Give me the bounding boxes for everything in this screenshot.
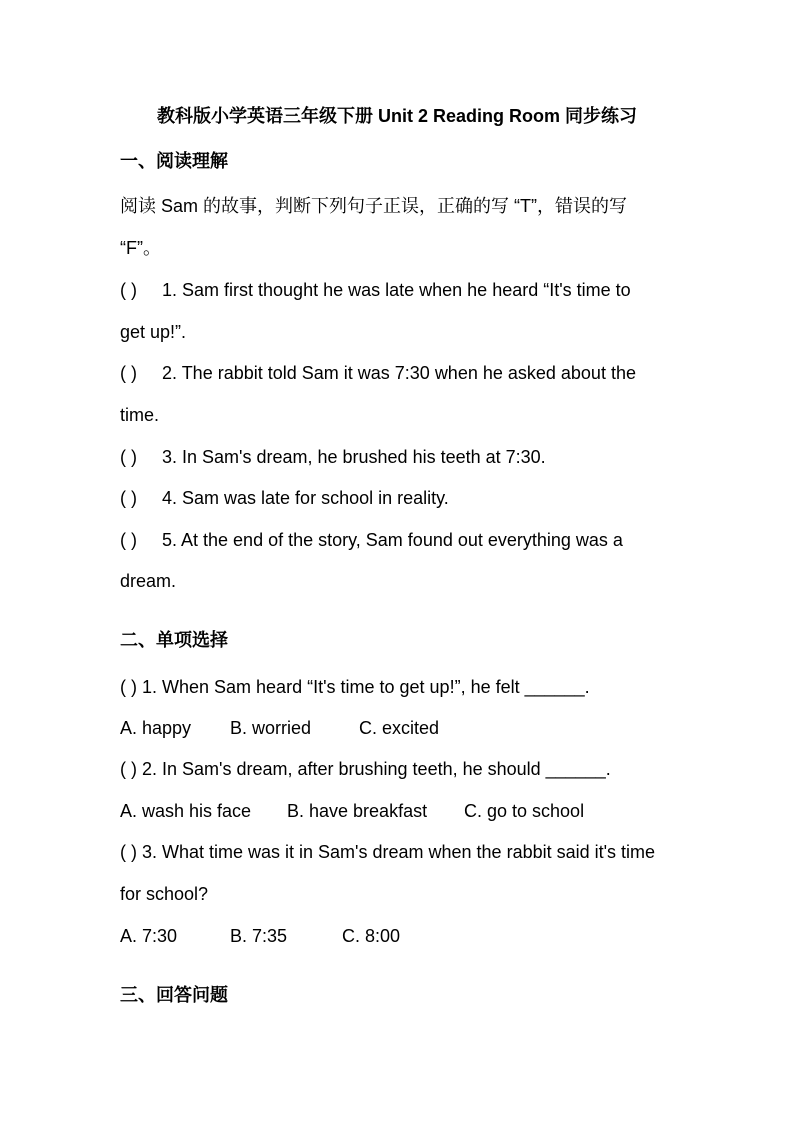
mc-option[interactable]: C. go to school (464, 801, 585, 821)
section-heading-reading: 一、阅读理解 (120, 151, 228, 171)
tf-item-2 (120, 361, 636, 385)
tf-item-text: 5. At the end of the story, Sam found out everything was a (162, 530, 623, 550)
tf-item-1-cont: get up!”. (120, 322, 187, 342)
mc-option[interactable]: B. 7:35 (230, 926, 288, 946)
section-heading-answer: 三、回答问题 (120, 985, 228, 1005)
page-title: 教科版小学英语三年级下册 Unit 2 Reading Room 同步练习 (156, 106, 637, 126)
tf-item-text: 4. Sam was late for school in reality. (162, 488, 449, 508)
mc-option[interactable]: A. happy (120, 718, 192, 738)
tf-item-4 (120, 486, 449, 510)
answer-blank[interactable]: ( ) (120, 488, 137, 508)
instruction-line-2: “F”。 (120, 238, 161, 258)
mc-option[interactable]: A. 7:30 (120, 926, 178, 946)
answer-blank[interactable]: ( ) (120, 530, 137, 550)
mc-option[interactable]: A. wash his face (120, 801, 252, 821)
mc-option[interactable]: B. worried (230, 718, 312, 738)
tf-item-5 (120, 528, 623, 552)
mc-option[interactable]: C. excited (359, 718, 440, 738)
tf-item-5-cont: dream. (120, 571, 177, 591)
mc-option[interactable]: B. have breakfast (287, 801, 428, 821)
tf-item-1 (120, 278, 631, 302)
tf-item-text: 3. In Sam's dream, he brushed his teeth at 7:30. (162, 447, 546, 467)
mc-question-1: ( ) 1. When Sam heard “It's time to get up!”, he felt ______. (120, 677, 590, 697)
answer-blank[interactable]: ( ) (120, 280, 137, 300)
mc-question-3-cont: for school? (120, 884, 209, 904)
tf-item-2-cont: time. (120, 405, 160, 425)
mc-question-3: ( ) 3. What time was it in Sam's dream when the rabbit said it's time (120, 842, 656, 862)
mc-question-2: ( ) 2. In Sam's dream, after brushing teeth, he should ______. (120, 759, 611, 779)
mc-option[interactable]: C. 8:00 (342, 926, 401, 946)
tf-item-3 (120, 445, 546, 469)
section-heading-choice: 二、单项选择 (120, 630, 228, 650)
tf-item-text: 2. The rabbit told Sam it was 7:30 when he asked about the (162, 363, 636, 383)
tf-item-text: 1. Sam first thought he was late when he heard “It's time to (162, 280, 631, 300)
answer-blank[interactable]: ( ) (120, 447, 137, 467)
instruction-line-1: 阅读 Sam 的故事，判断下列句子正误，正确的写 “T”，错误的写 (120, 196, 627, 216)
answer-blank[interactable]: ( ) (120, 363, 137, 383)
